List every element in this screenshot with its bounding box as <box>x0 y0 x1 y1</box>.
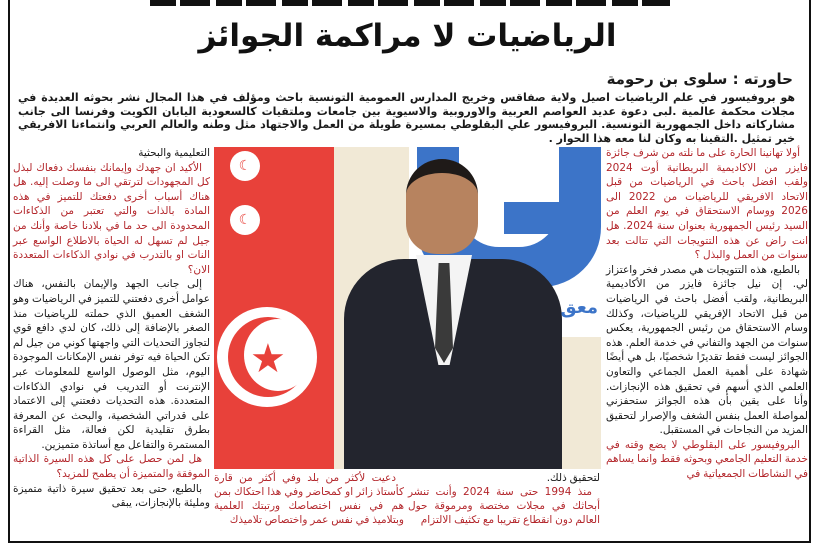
paragraph-end: التعليمية والبحثية <box>138 147 210 159</box>
answer: بالطبع، حتى بعد تحقيق سيرة ذاتية متميزة ومليئة بالإنجازات، يبقى <box>13 482 210 510</box>
answer: بالطبع، هذه التتويجات هي مصدر فخر واعتزاز لي. إن نيل جائزة فايزر من الأكاديمية البريطانية، ولقب أفضل باحث في الرياضيات من قبل الاتحاد الإفريقي للرياضيات، وكذلك وسام الاستحقاق من رئيس الجمهورية، يعكس سنوات من الجهد والتفاني في خدمة العلم. هذه الجوائز ليست فقط تقديرًا شخصيًا، بل هي أيضًا شهادة على أهمية العمل الجماعي والتعاون العلمي الذي أسهم في تحقيق هذه الإنجازات. وأنا على يقين بأن هذه الجوائز ستحفزني لمواصلة العمل بنفس الشغف والإصرار لتحقيق المزيد من النجاحات في المستقبل. <box>606 263 808 437</box>
question: الأكيد ان جهدك وإيمانك بنفسك دفعاك لبذل كل المجهودات لترتقي الى ما وصلت إليه. هل هناك أسباب أخرى دفعتك للتميز في هذه المادة بالذات والتي تعتبر من الذكاءات المحدودة الى حد ما في بلادنا خاصة وأنك من جيل لم تسهل له الحياة بالاطلاع الواسع عبر النات او بالتدرب في نوادي الذكاءات المتعددة الان؟ <box>13 161 210 276</box>
tunisian-flag <box>214 147 334 469</box>
question: البروفيسور على البقلوطي لا يضع وقته في خدمة التعليم الجامعي وبحوثه فقط وانما يساهم في النشاطات الجمعياتية في <box>606 438 808 481</box>
headline: الرياضيات لا مراكمة الجوائز <box>198 18 617 54</box>
right-column <box>606 146 808 482</box>
bottom-column-left <box>214 471 404 527</box>
paragraph-end: لتحقيق ذلك. <box>546 472 600 484</box>
intro-paragraph: هو بروفيسور في علم الرياضيات اصيل ولاية صفاقس وخريج المدارس العمومية التونسية باحث ومؤلف في هذا المجال نشر بحوثه العديدة في مجلات محكمة عالمية .لبى دعوة عديد العواصم العربية والاوروبية والاسيوية بين جامعات وملتقيات كالسعودية اليابان الكويت وفرنسا الى جانب مشاركاته داخل الجمهورية التونسية. البروفيسور علي البقلوطي بمسيرة طويلة من العمل والاجتهاد مثل وطنه والعالم العربي وانتماءنا الافريقي خير تمثيل .التقينا به وكان لنا معه هذا الحوار . <box>18 91 795 145</box>
answer: إلى جانب الجهد والإيمان بالنفس، هناك عوامل أخرى دفعتني للتميز في الرياضيات وهو الشغف العميق الذي حملته للرياضيات منذ الصغر بالإضافة إلى ذلك، كان لدي دافع قوي لتجاوز التحديات التي واجهتها كوني من جيل لم تكن الحياة فيه توفر نفس الإمكانات الموجودة اليوم، مثل الوصول الواسع للمعلومات عبر الإنترنت أو التدريب في نوادي الذكاءات المتعددة. هذه التحديات دفعتني إلى الاعتماد على قدراتي الشخصية، والبحث عن المعرفة بطرق تقليدية لكن فعالة، مثل القراءة المستمرة والتفاعل مع أساتذة متميزين. <box>13 278 210 451</box>
left-column <box>13 146 210 511</box>
portrait <box>344 159 562 469</box>
title-line1-cropped <box>150 0 670 6</box>
bottom-column-right <box>408 471 600 527</box>
byline: حاورته : سلوى بن رحومة <box>606 70 793 88</box>
flag-emblem-icon: ☾ <box>230 151 260 181</box>
question: منذ 1994 حتى سنة 2024 وأنت تنشر أبحاثك في مجلات مختصة ومرموقة حول العالم دون انقطاع تقريبا مع تكثيف الالتزام <box>408 486 600 526</box>
question: هل لمن حصل على كل هذه السيرة الذاتية الموفقة والمتميزة أن يطمح للمزيد؟ <box>13 453 210 481</box>
flag-emblem-icon: ☾ <box>230 205 260 235</box>
question: أولا تهانينا الحارة على ما نلته من شرف جائزة فايزر من الاكاديمية البريطانية أوت 2024 ولقب افضل باحث في الرياضيات من قبل الاتحاد الافريقي للرياضيات من 2022 الى 2026 ووسام الاستحقاق في يوم العلم من السيد رئيس الجمهورية بعنوان سنة 2024. هل انت راض عن هذه التتويجات التي تتالت بعد سنوات من العمل والبذل ؟ <box>606 147 808 262</box>
star-icon: ★ <box>250 336 286 382</box>
question: دعيت لأكثر من بلد وفي أكثر من قارة كأستاذ زائر او كمحاضر وفي هذا احتكاك بمن هم في نفس اختصاصك ورتبتك العلمية وبتلاميذ في نفس عمر واختصاص تلاميذك <box>214 472 404 526</box>
logo-text: معق <box>560 297 598 318</box>
interview-photo <box>214 147 601 469</box>
